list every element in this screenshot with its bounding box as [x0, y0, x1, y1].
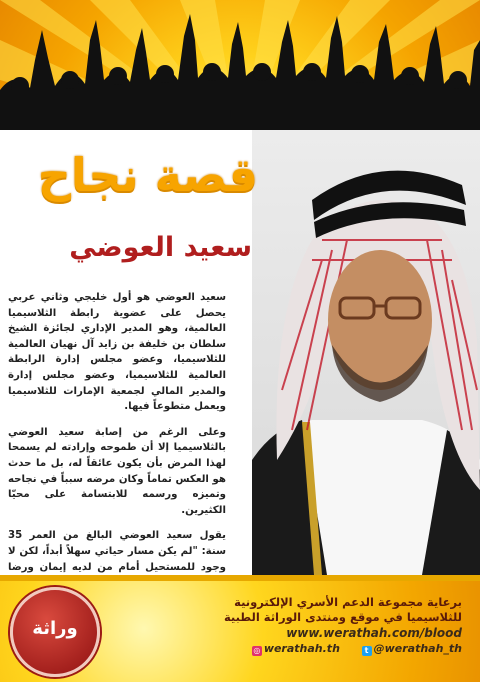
logo-text: وراثة [32, 618, 78, 639]
werathah-logo [10, 587, 100, 677]
article-body [8, 290, 226, 601]
instagram-icon: ◎ [253, 646, 261, 655]
portrait-illustration [252, 130, 480, 575]
hero-banner [0, 0, 480, 130]
footer [0, 575, 480, 682]
person-name: سعيد العوضي [69, 232, 252, 263]
sponsor-line-1: برعاية مجموعة الدعم الأسري الإلكترونية [234, 595, 462, 609]
article-paragraph: يقول سعيد العوضي البالغ من العمر 35 سنة: "لم يكن مسار حياتي سهلاً أبداً، لكن لا وجود للمستحيل أمام من لديه إيمان ورضا [8, 530, 226, 573]
article-paragraph: وعلى الرغم من إصابة سعيد العوضي بالثلاسيميا إلا أن طموحه وإرادته لم يسمحا لهذا المرض بأن يكون عائقاً له، بل ما حدث هو العكس تماماً وكان مرضه سبباً في نجاحه وتميزه ورسمه للابتسامة على محيّا الكثيرين. [8, 426, 226, 516]
sponsor-line-2: للثلاسيميا في موقع ومنتدى الوراثة الطبية [223, 610, 462, 624]
website-link[interactable]: www.werathah.com/blood [286, 626, 462, 640]
footer-sponsorship [142, 595, 462, 657]
crowd-silhouette [0, 0, 480, 130]
banner-stripe [0, 118, 480, 130]
twitter-icon: t [362, 646, 372, 656]
portrait-photo [252, 130, 480, 575]
instagram-handle[interactable]: werathah.th [263, 642, 340, 655]
twitter-handle[interactable]: @werathah_th [373, 642, 462, 655]
page-title: قصة نجاح [37, 148, 258, 202]
article-paragraph: سعيد العوضي هو أول خليجي وثاني عربي يحصل على عضوية رابطة الثلاسيميا العالمية، وهو المدير الإداري لجائزة الشيخ سلطان بن خليفة بن زايد آل نهيان العالمية للثلاسيميا، وعضو مجلس إدارة الرابطة العالمية للثلاسيميا، وعضو مجلس إدارة والمدير المالي لجمعية الإمارات للثلاسيميا ويعمل متطوعاً فيها. [8, 292, 226, 413]
social-links [142, 641, 462, 657]
footer-divider [0, 575, 480, 581]
